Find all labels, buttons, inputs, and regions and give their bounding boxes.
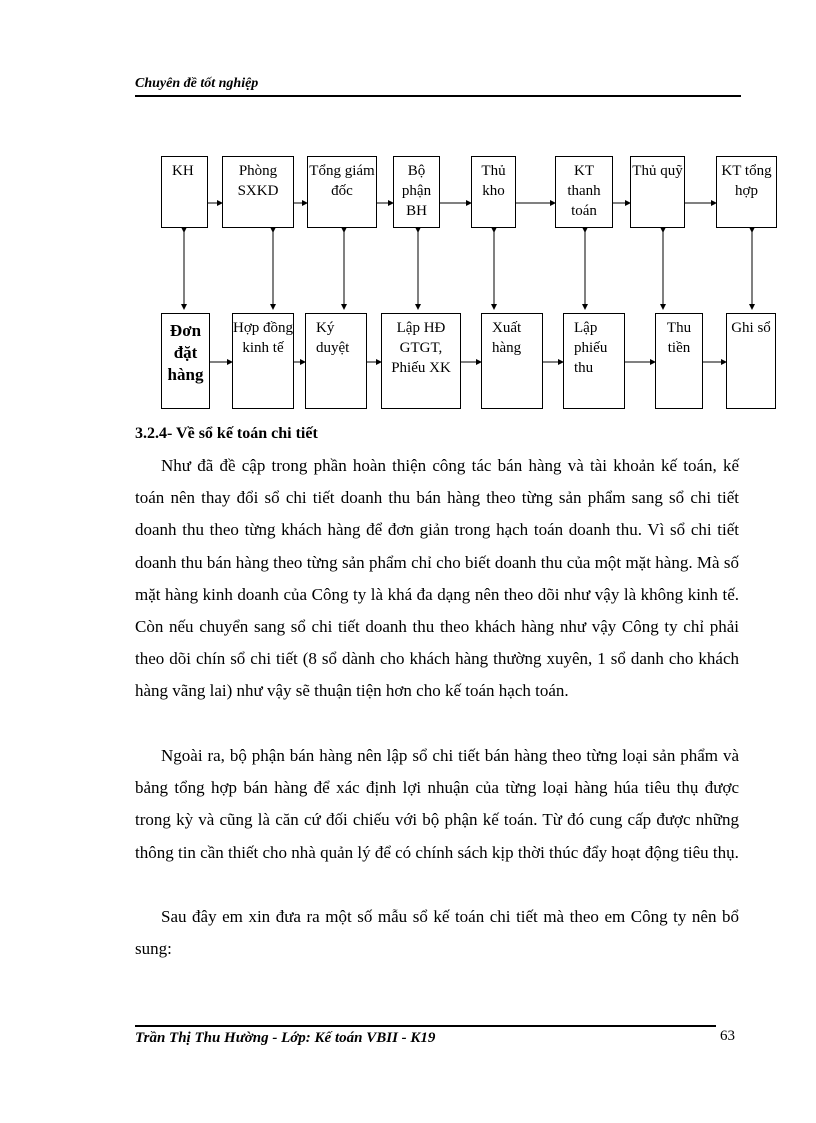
box-ghi-so: Ghi sổ bbox=[726, 313, 776, 409]
box-phong-sxkd: Phòng SXKD bbox=[222, 156, 294, 228]
body-paragraph-1 bbox=[135, 450, 739, 708]
section-heading: 3.2.4- Về sổ kế toán chi tiết bbox=[135, 425, 318, 442]
body-paragraph-2 bbox=[135, 740, 739, 869]
box-thu-quy: Thủ quỹ bbox=[630, 156, 685, 228]
box-kt-thanh-toan: KT thanh toán bbox=[555, 156, 613, 228]
box-kt-tong-hop: KT tổng hợp bbox=[716, 156, 777, 228]
box-bo-phan-bh: Bộ phận BH bbox=[393, 156, 440, 228]
sales-process-flowchart bbox=[0, 0, 816, 420]
box-hop-dong-kinh-te: Hợp đồng kinh tế bbox=[232, 313, 294, 409]
box-tong-giam-doc: Tổng giám đốc bbox=[307, 156, 377, 228]
box-ky-duyet: Ký duyệt bbox=[305, 313, 367, 409]
box-don-dat-hang: Đơn đặt hàng bbox=[161, 313, 210, 409]
page-number: 63 bbox=[720, 1028, 735, 1044]
header-title: Chuyên đề tốt nghiệp bbox=[135, 76, 259, 91]
paragraph-text: Sau đây em xin đưa ra một số mẫu sổ kế toán chi tiết mà theo em Công ty nên bổ sung: bbox=[135, 907, 739, 959]
paragraph-text: Như đã đề cập trong phần hoàn thiện công tác bán hàng và tài khoản kế toán, kế toán nên thay đổi sổ chi tiết doanh thu bán hàng theo từng sản phẩm sang sổ chi tiết doanh thu theo từng khách hàng để đơn giản trong hạch toán doanh thu. Vì sổ chi tiết doanh thu bán hàng theo từng sản phẩm chỉ cho biết doanh thu của một mặt hàng. Mà số mặt hàng kinh doanh của Công ty là khá đa dạng nên theo dõi như vậy là không kinh tế. Còn nếu chuyển sang sổ chi tiết doanh thu theo khách hàng như vậy Công ty chỉ phải theo dõi chín sổ chi tiết (8 sổ dành cho khách hàng thường xuyên, 1 sổ danh cho khách hàng vãng lai) như vậy sẽ thuận tiện hơn cho kế toán hạch toán. bbox=[135, 456, 739, 701]
box-kh: KH bbox=[161, 156, 208, 228]
paragraph-text: Ngoài ra, bộ phận bán hàng nên lập sổ chi tiết bán hàng theo từng loại sản phẩm và bảng tổng hợp bán hàng để xác định lợi nhuận của từng loại hàng húa tiêu thụ được trong kỳ và cũng là căn cứ đối chiếu với bộ phận kế toán. Từ đó cung cấp được những thông tin cần thiết cho nhà quản lý để có chính sách kịp thời thúc đẩy hoạt động tiêu thụ. bbox=[135, 746, 739, 862]
box-xuat-hang: Xuất hàng bbox=[481, 313, 543, 409]
box-thu-kho: Thủ kho bbox=[471, 156, 516, 228]
box-lap-hd-gtgt: Lập HĐ GTGT, Phiếu XK bbox=[381, 313, 461, 409]
box-thu-tien: Thu tiền bbox=[655, 313, 703, 409]
box-lap-phieu-thu: Lập phiếu thu bbox=[563, 313, 625, 409]
footer-rule bbox=[135, 1025, 716, 1027]
footer-author: Trần Thị Thu Hường - Lớp: Kế toán VBII - K19 bbox=[135, 1030, 436, 1046]
body-paragraph-3 bbox=[135, 901, 739, 965]
